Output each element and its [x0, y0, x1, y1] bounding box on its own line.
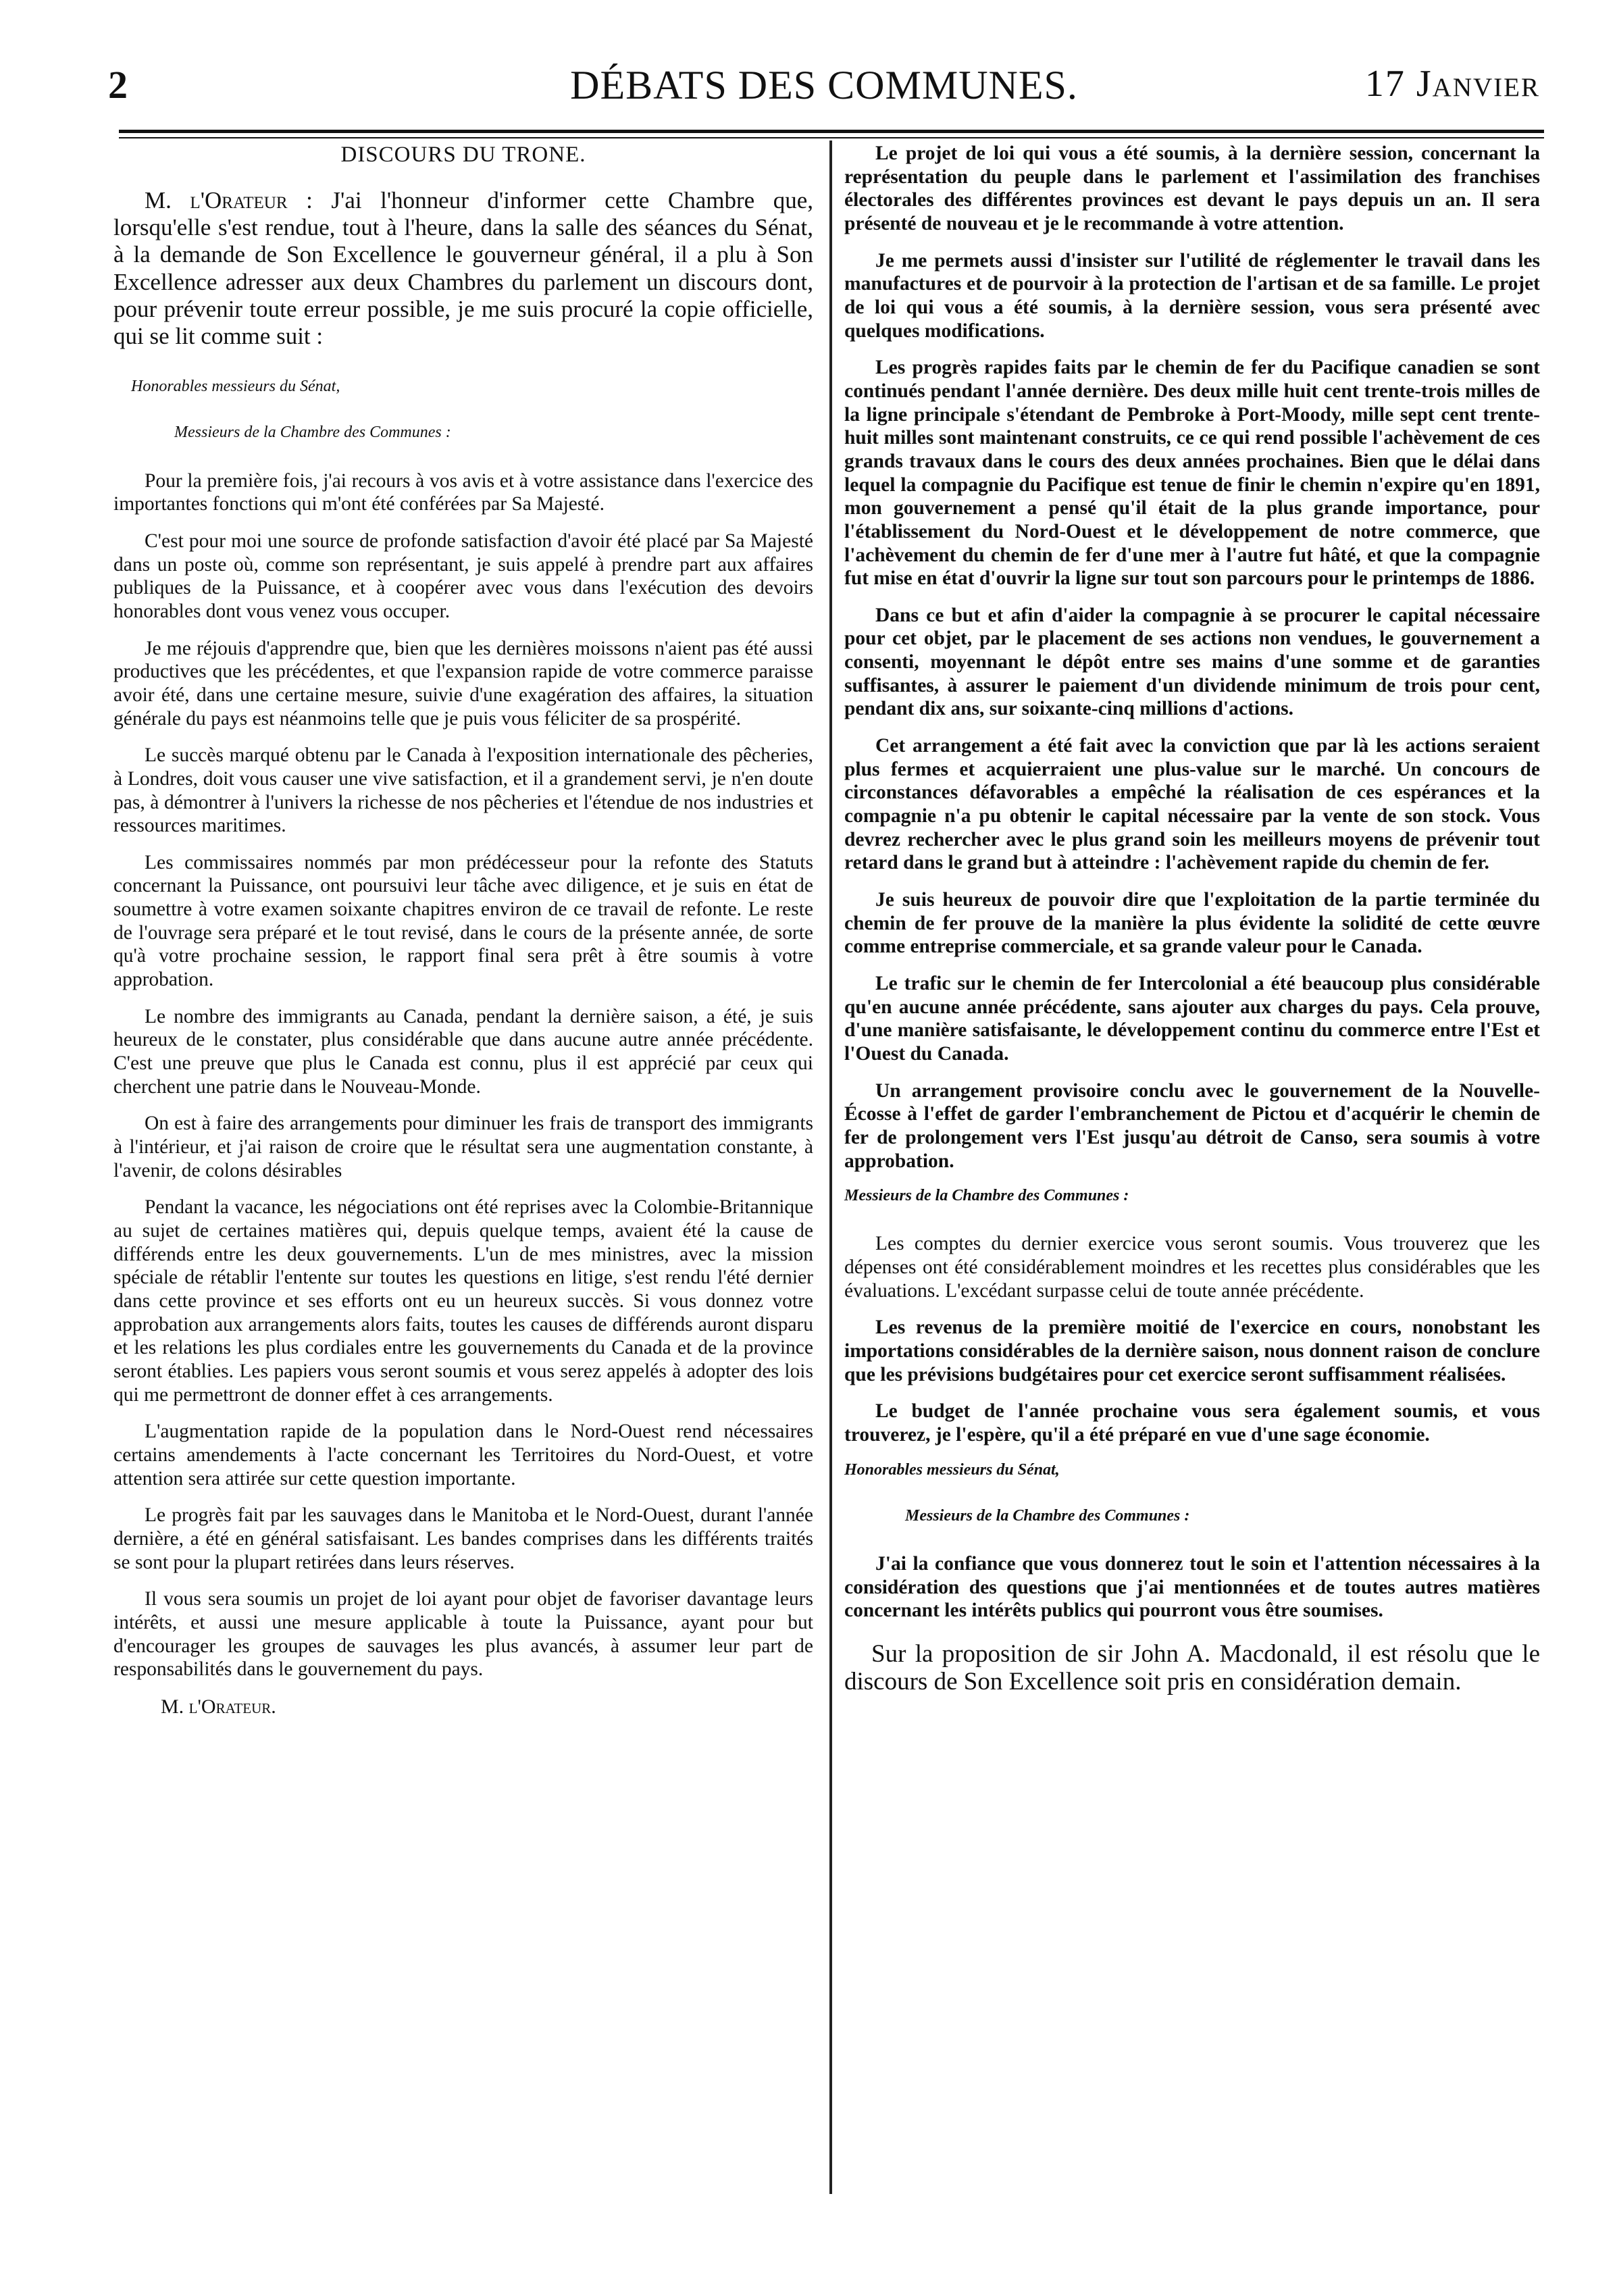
date-month: Janvier [1416, 63, 1540, 105]
page-header [108, 62, 1540, 116]
speech-paragraph: Dans ce but et afin d'aider la compagnie à se procurer le capital nécessaire pour cet objet, par le placement de ses actions non vendues, le gouvernement a consenti, moyennant le dépôt entre ses mains d'une somme et de garanties suffisantes, à assurer le paiement d'un dividende minimum de trois pour cent, pendant dix ans, sur soixante-cinq millions d'actions. [844, 604, 1540, 720]
speech-paragraph: Le progrès fait par les sauvages dans le Manitoba et le Nord-Ouest, durant l'année dernière, a été en général satisfaisant. Les bandes comprises dans les différents traités se sont pour la plupart retirées dans leurs réserves. [113, 1504, 813, 1573]
speech-paragraph: Les revenus de la première moitié de l'exercice en cours, nonobstant les importations considérables de la dernière saison, nous donnent raison de conclure que les prévisions budgétaires pour cet exercice seront suffisamment réalisées. [844, 1317, 1540, 1385]
address-commons: Messieurs de la Chambre des Communes : [844, 1187, 1129, 1205]
speech-paragraph: Les progrès rapides faits par le chemin de fer du Pacifique canadien se sont continués pendant l'année dernière. Des deux mille huit cent trente-trois milles de la ligne principale s'étendant de Pembroke à Port-Moody, mille sept cent trente-huit milles sont maintenant construits, ce ce qui rend possible l'achèvement de ces grands travaux dans le cours des deux années prochaines. Bien que le délai dans lequel la compagnie du Pacifique est tenue de finir le chemin n'expire qu'en 1891, mon gouvernement a pensé qu'il était de la plus grande importance, pour l'établissement du Nord-Ouest et le développement de notre commerce, que l'achèvement du chemin de fer d'une mer à l'autre fut hâté, et que la compagnie fut mise en état d'ouvrir la ligne sur tout son parcours pour le printemps de 1886. [844, 357, 1540, 590]
speech-paragraph: Les commissaires nommés par mon prédécesseur pour la refonte des Statuts concernant la Puissance, ont poursuivi leur tâche avec diligence, et je suis en état de soumettre à votre examen soixante chapitres environ de ce travail de refonte. Le reste de l'ouvrage sera préparé et le tout revisé, dans le cours de la présente année, de sorte qu'à votre prochaine session, le rapport final sera prêt à être soumis à votre approbation. [113, 851, 813, 991]
speech-paragraph: Je me permets aussi d'insister sur l'utilité de réglementer le travail dans les manufactures et de pourvoir à la protection de l'artisan et de sa famille. Le projet de loi qui vous a été soumis, à la dernière session, vous sera présenté avec quelques modifications. [844, 249, 1540, 342]
section-heading: DISCOURS DU TRONE. [340, 143, 586, 167]
speech-paragraph: Un arrangement provisoire conclu avec le gouvernement de la Nouvelle-Écosse à l'effet de garder l'embranchement de Pictou et d'acquérir le chemin de fer de prolongement vers l'Est jusqu'au détroit de Canso, sera soumis à votre approbation. [844, 1079, 1540, 1172]
intro-text: J'ai l'honneur d'informer cette Chambre que, lorsqu'elle s'est rendue, tout à l'heure, dans la salle des séances du Sénat, à la demande de Son Excellence le gouverneur général, il a plu à Son Excellence adresser aux deux Chambres du parlement un discours dont, pour prévenir toute erreur possible, je me suis procuré la copie officielle, qui se lit comme suit : [113, 186, 814, 350]
speech-paragraph: Cet arrangement a été fait avec la conviction que par là les actions seraient plus fermes et acquierraient une plus-value sur le marché. Un concours de circonstances défavorables a empêché la réalisation de ces espérances et la compagnie n'a pu obtenir le capital nécessaire par la vente de son stock. Vous devrez rechercher avec le plus grand soin les meilleurs moyens de prévenir tout retard dans le grand but à atteindre : l'achèvement rapide du chemin de fer. [844, 735, 1540, 874]
date-day: 17 [1364, 63, 1406, 105]
signature: M. l'Orateur. [161, 1695, 276, 1718]
speech-paragraph: Je suis heureux de pouvoir dire que l'exploitation de la partie terminée du chemin de fer prouve de la manière la plus évidente la solidité de cette œuvre comme entreprise commerciale, et sa grande valeur pour le Canada. [844, 889, 1540, 958]
address-commons: Messieurs de la Chambre des Communes : [905, 1506, 1190, 1525]
speech-paragraph: Le succès marqué obtenu par le Canada à l'exposition internationale des pêcheries, à Londres, doit vous causer une vive satisfaction, et il a grandement servi, je n'en doute pas, à démontrer à l'univers la richesse de nos pêcheries et l'étendue de nos industries et ressources maritimes. [113, 744, 813, 837]
closing-resolution: Sur la proposition de sir John A. Macdonald, il est résolu que le discours de Son Excellence soit pris en considération demain. [844, 1640, 1540, 1696]
address-senate: Honorables messieurs du Sénat, [844, 1460, 1060, 1479]
speech-paragraph: Les comptes du dernier exercice vous seront soumis. Vous trouverez que les dépenses ont été considérablement moindres et les recettes plus considérables que les évaluations. L'excédant surpasse celui de toute année précédente. [844, 1233, 1540, 1302]
speech-paragraph: Le projet de loi qui vous a été soumis, à la dernière session, concernant la représentation du peuple dans le parlement et l'assimilation des franchises électorales des différentes provinces est devant le pays depuis un an. Il sera présenté de nouveau et je le recommande à votre attention. [844, 143, 1540, 234]
left-column [113, 142, 813, 1718]
column-divider [829, 141, 832, 2194]
speech-paragraph: Pour la première fois, j'ai recours à vos avis et à votre assistance dans l'exercice des importantes fonctions qui m'ont été conférées par Sa Majesté. [113, 469, 813, 515]
speech-paragraph: Je me réjouis d'apprendre que, bien que les dernières moissons n'aient pas été aussi productives que les précédentes, et que l'expansion rapide de votre commerce paraisse avoir été, dans une certaine mesure, suivie d'une exagération des affaires, la situation générale du pays est néanmoins telle que je puis vous féliciter de sa prospérité. [113, 637, 813, 730]
speech-paragraph: C'est pour moi une source de profonde satisfaction d'avoir été placé par Sa Majesté dans un poste où, comme son représentant, je suis appelé à prendre part aux affaires publiques de la Puissance, et à coopérer avec vous dans l'exécution des devoirs honorables dont vous venez vous occuper. [113, 530, 813, 622]
speech-paragraph: L'augmentation rapide de la population dans le Nord-Ouest rend nécessaires certains amendements à l'acte concernant les Territoires du Nord-Ouest, et votre attention sera attirée sur cette question importante. [113, 1421, 813, 1489]
publication-title: DÉBATS DES COMMUNES. [570, 63, 1078, 107]
speech-paragraph: Il vous sera soumis un projet de loi ayant pour objet de favoriser davantage leurs intérêts, et aussi une mesure applicable à toute la Puissance, ayant pour but d'encourager les groupes de sauvages les plus avancés, à assumer leur part de responsabilités dans le gouvernement du pays. [113, 1588, 813, 1681]
speech-paragraph: J'ai la confiance que vous donnerez tout le soin et l'attention nécessaires à la considération des questions que j'ai mentionnées et de toutes autres matières concernant les intérêts publics qui pourront vous être soumises. [844, 1553, 1540, 1622]
header-rule-thin [119, 137, 1544, 138]
speech-paragraph: Le nombre des immigrants au Canada, pendant la dernière saison, a été, je suis heureux de le constater, plus considérable que dans aucune autre année précédente. C'est une preuve que plus le Canada est connu, plus il est apprécié par ceux qui cherchent une patrie dans le Nouveau-Monde. [113, 1005, 813, 1098]
page-number: 2 [108, 63, 128, 107]
speaker-label: M. l'Orateur : [145, 186, 313, 213]
address-senate: Honorables messieurs du Sénat, [131, 378, 340, 396]
intro-paragraph [113, 187, 813, 351]
right-column [844, 142, 1540, 1710]
speech-paragraph: Pendant la vacance, les négociations ont été reprises avec la Colombie-Britannique au sujet de certaines matières qui, depuis quelque temps, avaient été la cause de différends entre les deux gouvernements. L'un de mes ministres, avec la mission spéciale de rétablir l'entente sur toutes les questions en litige, s'est rendu l'été dernier dans cette province et ses efforts ont eu un heureux succès. Si vous donnez votre approbation aux arrangements alors faits, toutes les causes de différends auront disparu et les relations les plus cordiales entre les gouvernements du Canada et de la province seront établies. Les papiers vous seront soumis et vous serez appelés à adopter des lois qui me permettront de donner effet à ces arrangements. [113, 1196, 813, 1406]
header-rule-thick [119, 130, 1544, 133]
address-commons: Messieurs de la Chambre des Communes : [174, 424, 451, 442]
speech-paragraph: Le budget de l'année prochaine vous sera également soumis, et vous trouverez, je l'espère, qu'il a été préparé en vue d'une sage économie. [844, 1400, 1540, 1446]
speech-paragraph: Le trafic sur le chemin de fer Intercolonial a été beaucoup plus considérable qu'en aucune année précédente, sans ajouter aux charges du pays. Cela prouve, d'une manière satisfaisante, le développement continu du commerce entre l'Est et l'Ouest du Canada. [844, 973, 1540, 1065]
speech-paragraph: On est à faire des arrangements pour diminuer les frais de transport des immigrants à l'intérieur, et j'ai raison de croire que le résultat sera une augmentation constante, à l'avenir, de colons désirables [113, 1113, 813, 1181]
page-date [1365, 62, 1540, 105]
